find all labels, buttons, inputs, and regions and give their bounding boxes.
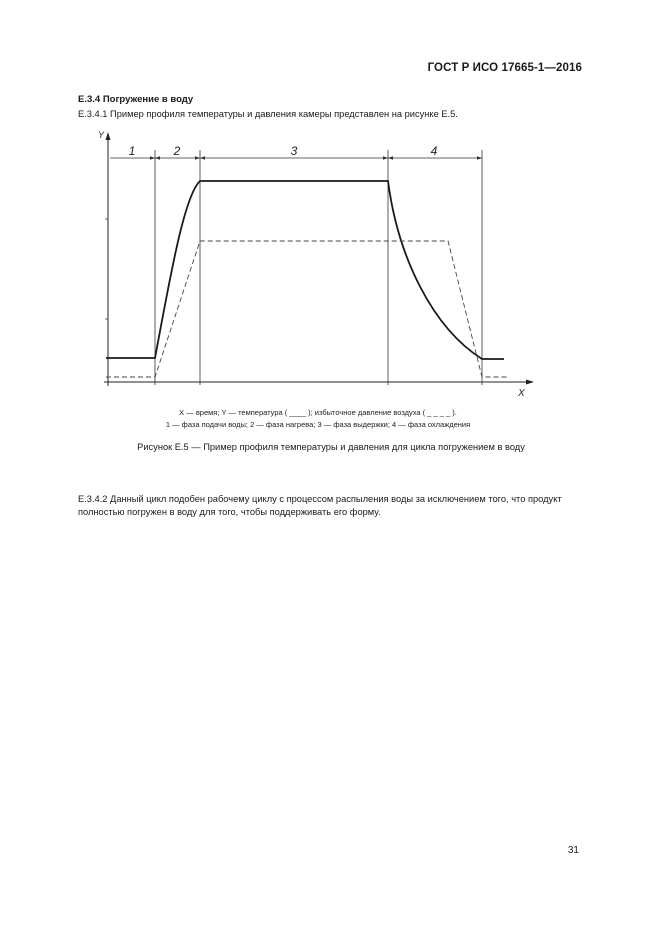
figure-caption: Рисунок Е.5 — Пример профиля температуры и давления для цикла погружением в воду bbox=[137, 442, 525, 452]
phase-label-2: 2 bbox=[173, 144, 181, 158]
paragraph-e-3-4-1: Е.3.4.1 Пример профиля температуры и давления камеры представлен на рисунке Е.5. bbox=[78, 109, 458, 119]
figure-legend-phases: 1 — фаза подачи воды; 2 — фаза нагрева; 3 — фаза выдержки; 4 — фаза охлаждения bbox=[165, 420, 471, 429]
phase-label-3: 3 bbox=[290, 144, 298, 158]
temperature-curve bbox=[106, 181, 504, 359]
page-number: 31 bbox=[567, 845, 579, 856]
section-number: Е.3.4 bbox=[78, 94, 101, 105]
temperature-pressure-profile-diagram bbox=[98, 128, 538, 418]
y-axis-label: Y bbox=[98, 130, 105, 140]
phase-label-1: 1 bbox=[128, 144, 136, 158]
phase-label-4: 4 bbox=[430, 144, 438, 158]
standard-designation: ГОСТ Р ИСО 17665-1—2016 bbox=[427, 62, 582, 74]
x-axis-label: X bbox=[518, 388, 525, 399]
air-overpressure-curve bbox=[106, 241, 508, 377]
figure-e5 bbox=[98, 128, 538, 418]
y-axis-arrow-icon bbox=[106, 132, 111, 140]
x-axis-arrow-icon bbox=[526, 380, 534, 385]
section-heading bbox=[78, 94, 193, 105]
figure-legend-variables: X — время; Y — температура ( ____ ); избыточное давление воздуха ( _ _ _ _ ). bbox=[179, 408, 457, 417]
paragraph-e-3-4-2: Е.3.4.2 Данный цикл подобен рабочему циклу с процессом распыления воды за исключением того, что продукт полностью погружен в воду для того, чтобы поддерживать его форму. bbox=[78, 494, 562, 517]
section-title-text: Погружение в воду bbox=[102, 94, 194, 105]
